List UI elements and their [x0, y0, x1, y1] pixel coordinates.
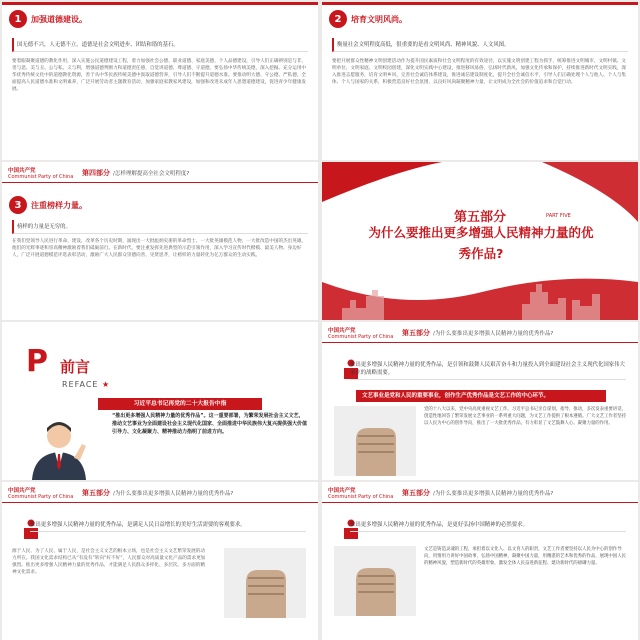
section-heading — [9, 194, 87, 216]
slide-5[interactable] — [2, 322, 318, 480]
section-header — [402, 488, 553, 498]
logo-subtitle: Communist Party of China — [8, 494, 74, 500]
header-divider — [2, 182, 318, 183]
body-paragraph: 文艺是铸造灵魂的工程，承担着以文化人、以文育人的职责，文艺工作者要坚持以人民为中心的创作导向，用情用力讲好中国故事，弘扬中国精神，凝聚中国力量，用精湛的艺术和优秀的作品，展现中国人民的精神风貌，塑造新时代的英雄形象，激发全体人民奋进新征程、建功新时代的磅礴力量。 — [424, 547, 626, 566]
section-title: /为什么要推出更多增强人民精神力量的优秀作品? — [113, 491, 234, 497]
section-label: 第五部分 — [402, 329, 430, 337]
preface-subtitle — [62, 380, 110, 389]
section-heading — [329, 8, 407, 30]
lead-sentence: 推出更多增强人民精神力量的优秀作品，是满足人民日益增长的美好生活需要的客观要求。 — [30, 518, 306, 532]
lead-sentence: 国无德不兴，人无德不立。道德是社会文明进步、团结和谐的基石。 — [12, 38, 308, 52]
p-letter: P — [26, 344, 48, 379]
section-label: 第四部分 — [82, 169, 110, 177]
number-badge: 3 — [9, 196, 27, 214]
header-divider — [322, 502, 638, 503]
logo-subtitle: Communist Party of China — [328, 494, 394, 500]
party-logo — [328, 488, 393, 500]
heading-text: 注重榜样力量。 — [31, 200, 87, 210]
top-accent-line — [2, 2, 318, 5]
party-logo — [328, 328, 393, 340]
party-logo — [8, 168, 73, 180]
header-divider — [2, 502, 318, 503]
slide-4[interactable] — [322, 162, 638, 320]
quote-text: “推出更多增强人民精神力量的优秀作品”。这一重要部署，为繁荣发展社会主义文艺，推动文艺事业为全面建设社会主义现代化国家、全面推进中华民族伟大复兴提供强大价值引导力、文化凝聚力、精神推动力指明了前进方向。 — [112, 413, 308, 435]
lead-sentence: 推出更多增强人民精神力量的优秀作品，是引领和鼓舞人民艰苦奋斗和力量投入到全面建设社会主义现代化国家伟大事业的战略需要。 — [350, 358, 626, 380]
slide-6[interactable] — [322, 322, 638, 480]
city-skyline-icon — [322, 270, 638, 320]
section-label: 第五部分 — [454, 210, 507, 225]
logo-title: 中国共产党 — [8, 168, 36, 174]
lead-sentence: 榜样的力量是无穷的。 — [12, 220, 308, 234]
body-paragraph: 在我们党领导人民进行革命、建设、改革各个历史时期，涌现出一大批彪炳史册的革命烈士、一大批英雄模范人物，一大批改造中国的杰出英雄，他们的光辉事迹和崇高精神激励着我们砥砺前行。在新时代，要注重发挥先进典型的示范引领作用，深入学习宣传时代楷模、最美人物、身边好人，广泛开展道德模范评选表彰活动，激励广大人民群众崇德向善、见贤思齐，让榜样的力量转化为亿万群众的生动实践。 — [12, 239, 307, 258]
heading-text: 加强道德建设。 — [31, 14, 87, 24]
slide-2[interactable] — [322, 2, 638, 160]
top-accent-line — [322, 2, 638, 5]
speaker-person-icon — [22, 418, 96, 480]
section-header — [82, 168, 189, 178]
body-paragraph: 要着眼凝聚道德的教化作用，深入实施公民道德建设工程，着力加强社会公德、职业道德、家庭美德、个人品德建设，引导人们正确辨别是与非、善与恶、美与丑、公与私，义与利，增强道德判断力和道德责任感，自觉讲道德、尊道德、守道德，要弘扬中华传统美德，深入挖掘、充分运用中华优秀传统文化中的道德教化资源，善于从中华民族传统美德中汲取道德营养，引导人们不断提升道德水准。要推动明大德、守公德、严私德，全面提高人民道德水准和文明素养，广泛开展劳动者主题教育活动，加强家庭家教家风建设，加强和改进未成年人思想道德建设，促进青少年健康发展。 — [12, 59, 307, 92]
lead-sentence: 衡量社会文明程度高低，很重要的是看文明风尚、精神风貌、人文风图。 — [332, 38, 628, 52]
part-label: PART FIVE — [546, 213, 571, 219]
slide-title: 为什么要推出更多增强人民精神力量的优秀作品? — [368, 225, 594, 261]
lead-sentence: 推出更多增强人民精神力量的优秀作品，是更好弘扬中国精神的必然要求。 — [350, 518, 626, 532]
section-header — [402, 328, 553, 338]
fist-photo — [334, 406, 416, 476]
star-icon: ★ — [102, 380, 111, 389]
party-logo — [8, 488, 73, 500]
body-paragraph: 党的十八大以来，党中央高度重视文艺工作。习近平总书记亲自谋划、指导、推动，多次发表重要讲话，创造性地回答了繁荣发展文艺事业的一系列重大问题，为文艺工作提供了根本遵循。广大文艺工作者坚持以人民为中心的创作导向，推出了一大批优秀作品，有力彰显了文艺鼓舞人心、凝聚力量的作用。 — [424, 407, 626, 426]
slide-3[interactable] — [2, 162, 318, 320]
red-title-bar: 习近平总书记再党的二十大报告中指 — [98, 398, 262, 410]
section-heading — [9, 8, 87, 30]
body-paragraph: 要把开展群众性精神文明创建活动作为提升国民素质和社会文明程度的有效途径，以实施文明创建工程为抓手，统筹推进文明城市、文明村镇、文明单位、文明家庭、文明校园创建，深化文明实践中心建设，推进移风易俗，弘扬时代新风，加强文化传承和保护，持续推进新时代文明实践，深入推进志愿服务，培育文明乡风，完善社会诚信体系建设，推进诚信建设制度化，提升全社会诚信水平，引导人们正确处理个人与他人、个人与集体、个人与国家的关系，积极营造良好社会氛围，以良好风尚凝聚精神力量，让文明成为全社会的价值追求和自觉行动。 — [332, 59, 627, 85]
section-title: /为什么要推出更多增强人民精神力量的优秀作品? — [433, 331, 554, 337]
number-badge: 1 — [9, 10, 27, 28]
fist-photo — [334, 546, 416, 616]
header-divider — [322, 342, 638, 343]
preface-title: 前言 — [60, 358, 91, 376]
logo-subtitle: Communist Party of China — [328, 334, 394, 340]
heading-text: 培育文明风尚。 — [351, 14, 407, 24]
logo-title: 中国共产党 — [328, 488, 356, 494]
section-title: /怎样理解提高全社会文明程度? — [113, 171, 190, 177]
number-badge: 2 — [329, 10, 347, 28]
slide-1[interactable] — [2, 2, 318, 160]
fist-photo — [224, 548, 306, 618]
logo-subtitle: Communist Party of China — [8, 174, 74, 180]
body-paragraph: 源于人民、为了人民、属于人民，是社会主义文艺的根本立场，也是社会主义文艺繁荣发展的动力所在。我国文化需求结构已从“有没有”转向“好不好”，人民群众对高质量文化产品的需求更加强烈。推出更多增强人民精神力量的优秀作品，才能满足人民群众多样化、多层次、多方面的精神文化需求。 — [12, 549, 206, 575]
preface-subtitle-text: REFACE — [62, 380, 99, 389]
logo-title: 中国共产党 — [8, 488, 36, 494]
slide-8[interactable] — [322, 482, 638, 640]
section-label: 第五部分 — [402, 489, 430, 497]
section-label: 第五部分 — [82, 489, 110, 497]
section-title: /为什么要推出更多增强人民精神力量的优秀作品? — [433, 491, 554, 497]
section-header — [82, 488, 233, 498]
highlight-band: 文艺事业是党和人民的重要事业，创作生产优秀作品是文艺工作的中心环节。 — [356, 390, 606, 402]
slide-7[interactable] — [2, 482, 318, 640]
logo-title: 中国共产党 — [328, 328, 356, 334]
